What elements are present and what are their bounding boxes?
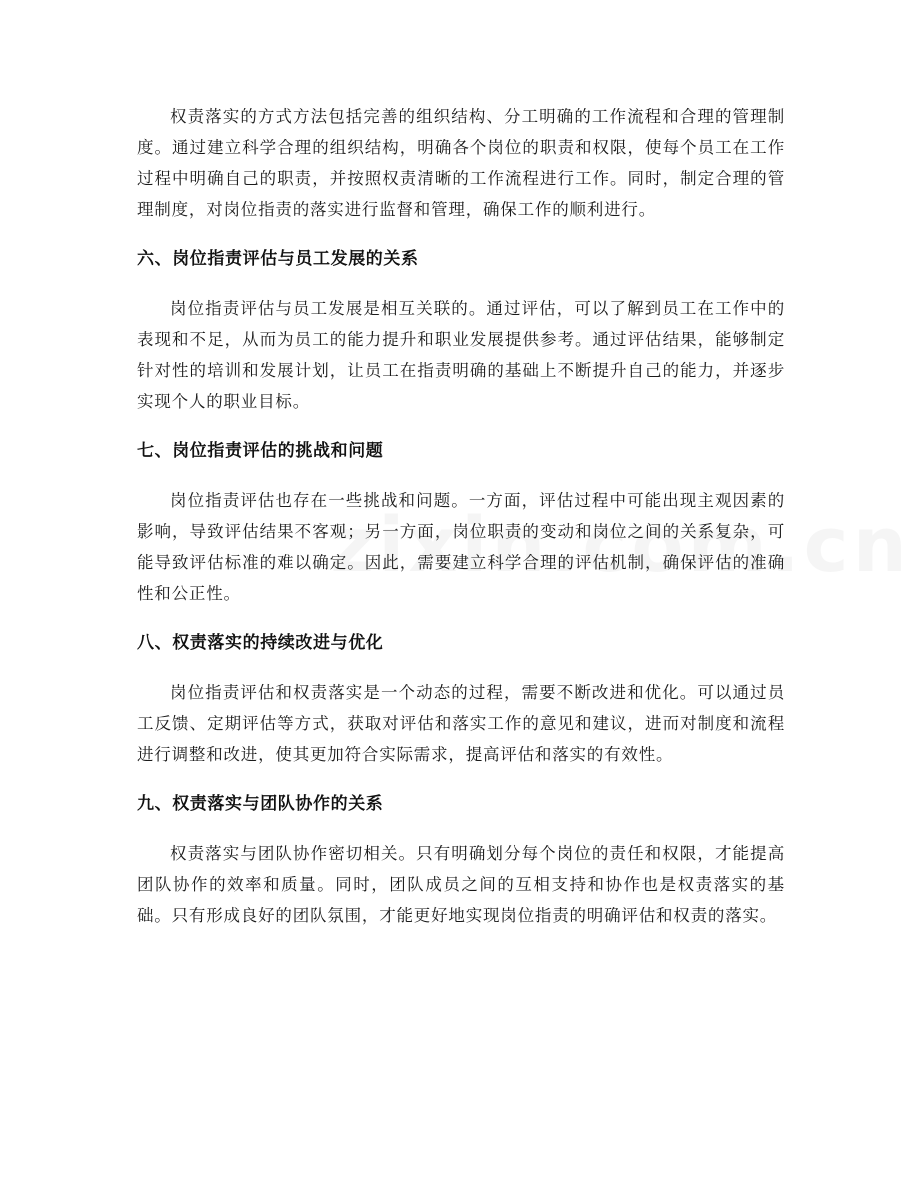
paragraph-section-6: 岗位指责评估与员工发展是相互关联的。通过评估，可以了解到员工在工作中的表现和不足，从而为员工的能力提升和职业发展提供参考。通过评估结果，能够制定针对性的培训和发展计划，让员工在指责明确的基础上不断提升自己的能力，并逐步实现个人的职业目标。 (137, 299, 785, 411)
heading-section-7: 七、岗位指责评估的挑战和问题 (137, 441, 384, 461)
heading-section-6: 六、岗位指责评估与员工发展的关系 (137, 249, 419, 269)
paragraph-section-9: 权责落实与团队协作密切相关。只有明确划分每个岗位的责任和权限，才能提高团队协作的效率和质量。同时，团队成员之间的互相支持和协作也是权责落实的基础。只有形成良好的团队氛围，才能更好地实现岗位指责的明确评估和权责的落实。 (137, 844, 785, 925)
heading-section-9: 九、权责落实与团队协作的关系 (137, 794, 384, 814)
heading-section-8: 八、权责落实的持续改进与优化 (137, 633, 384, 653)
document-page (137, 101, 785, 931)
paragraph-section-8: 岗位指责评估和权责落实是一个动态的过程，需要不断改进和优化。可以通过员工反馈、定期评估等方式，获取对评估和落实工作的意见和建议，进而对制度和流程进行调整和改进，使其更加符合实际需求，提高评估和落实的有效性。 (137, 683, 785, 764)
paragraph-intro: 权责落实的方式方法包括完善的组织结构、分工明确的工作流程和合理的管理制度。通过建立科学合理的组织结构，明确各个岗位的职责和权限，使每个员工在工作过程中明确自己的职责，并按照权责清晰的工作流程进行工作。同时，制定合理的管理制度，对岗位指责的落实进行监督和管理，确保工作的顺利进行。 (137, 107, 785, 219)
paragraph-section-7: 岗位指责评估也存在一些挑战和问题。一方面，评估过程中可能出现主观因素的影响，导致评估结果不客观；另一方面，岗位职责的变动和岗位之间的关系复杂，可能导致评估标准的难以确定。因此，需要建立科学合理的评估机制，确保评估的准确性和公正性。 (137, 491, 785, 603)
